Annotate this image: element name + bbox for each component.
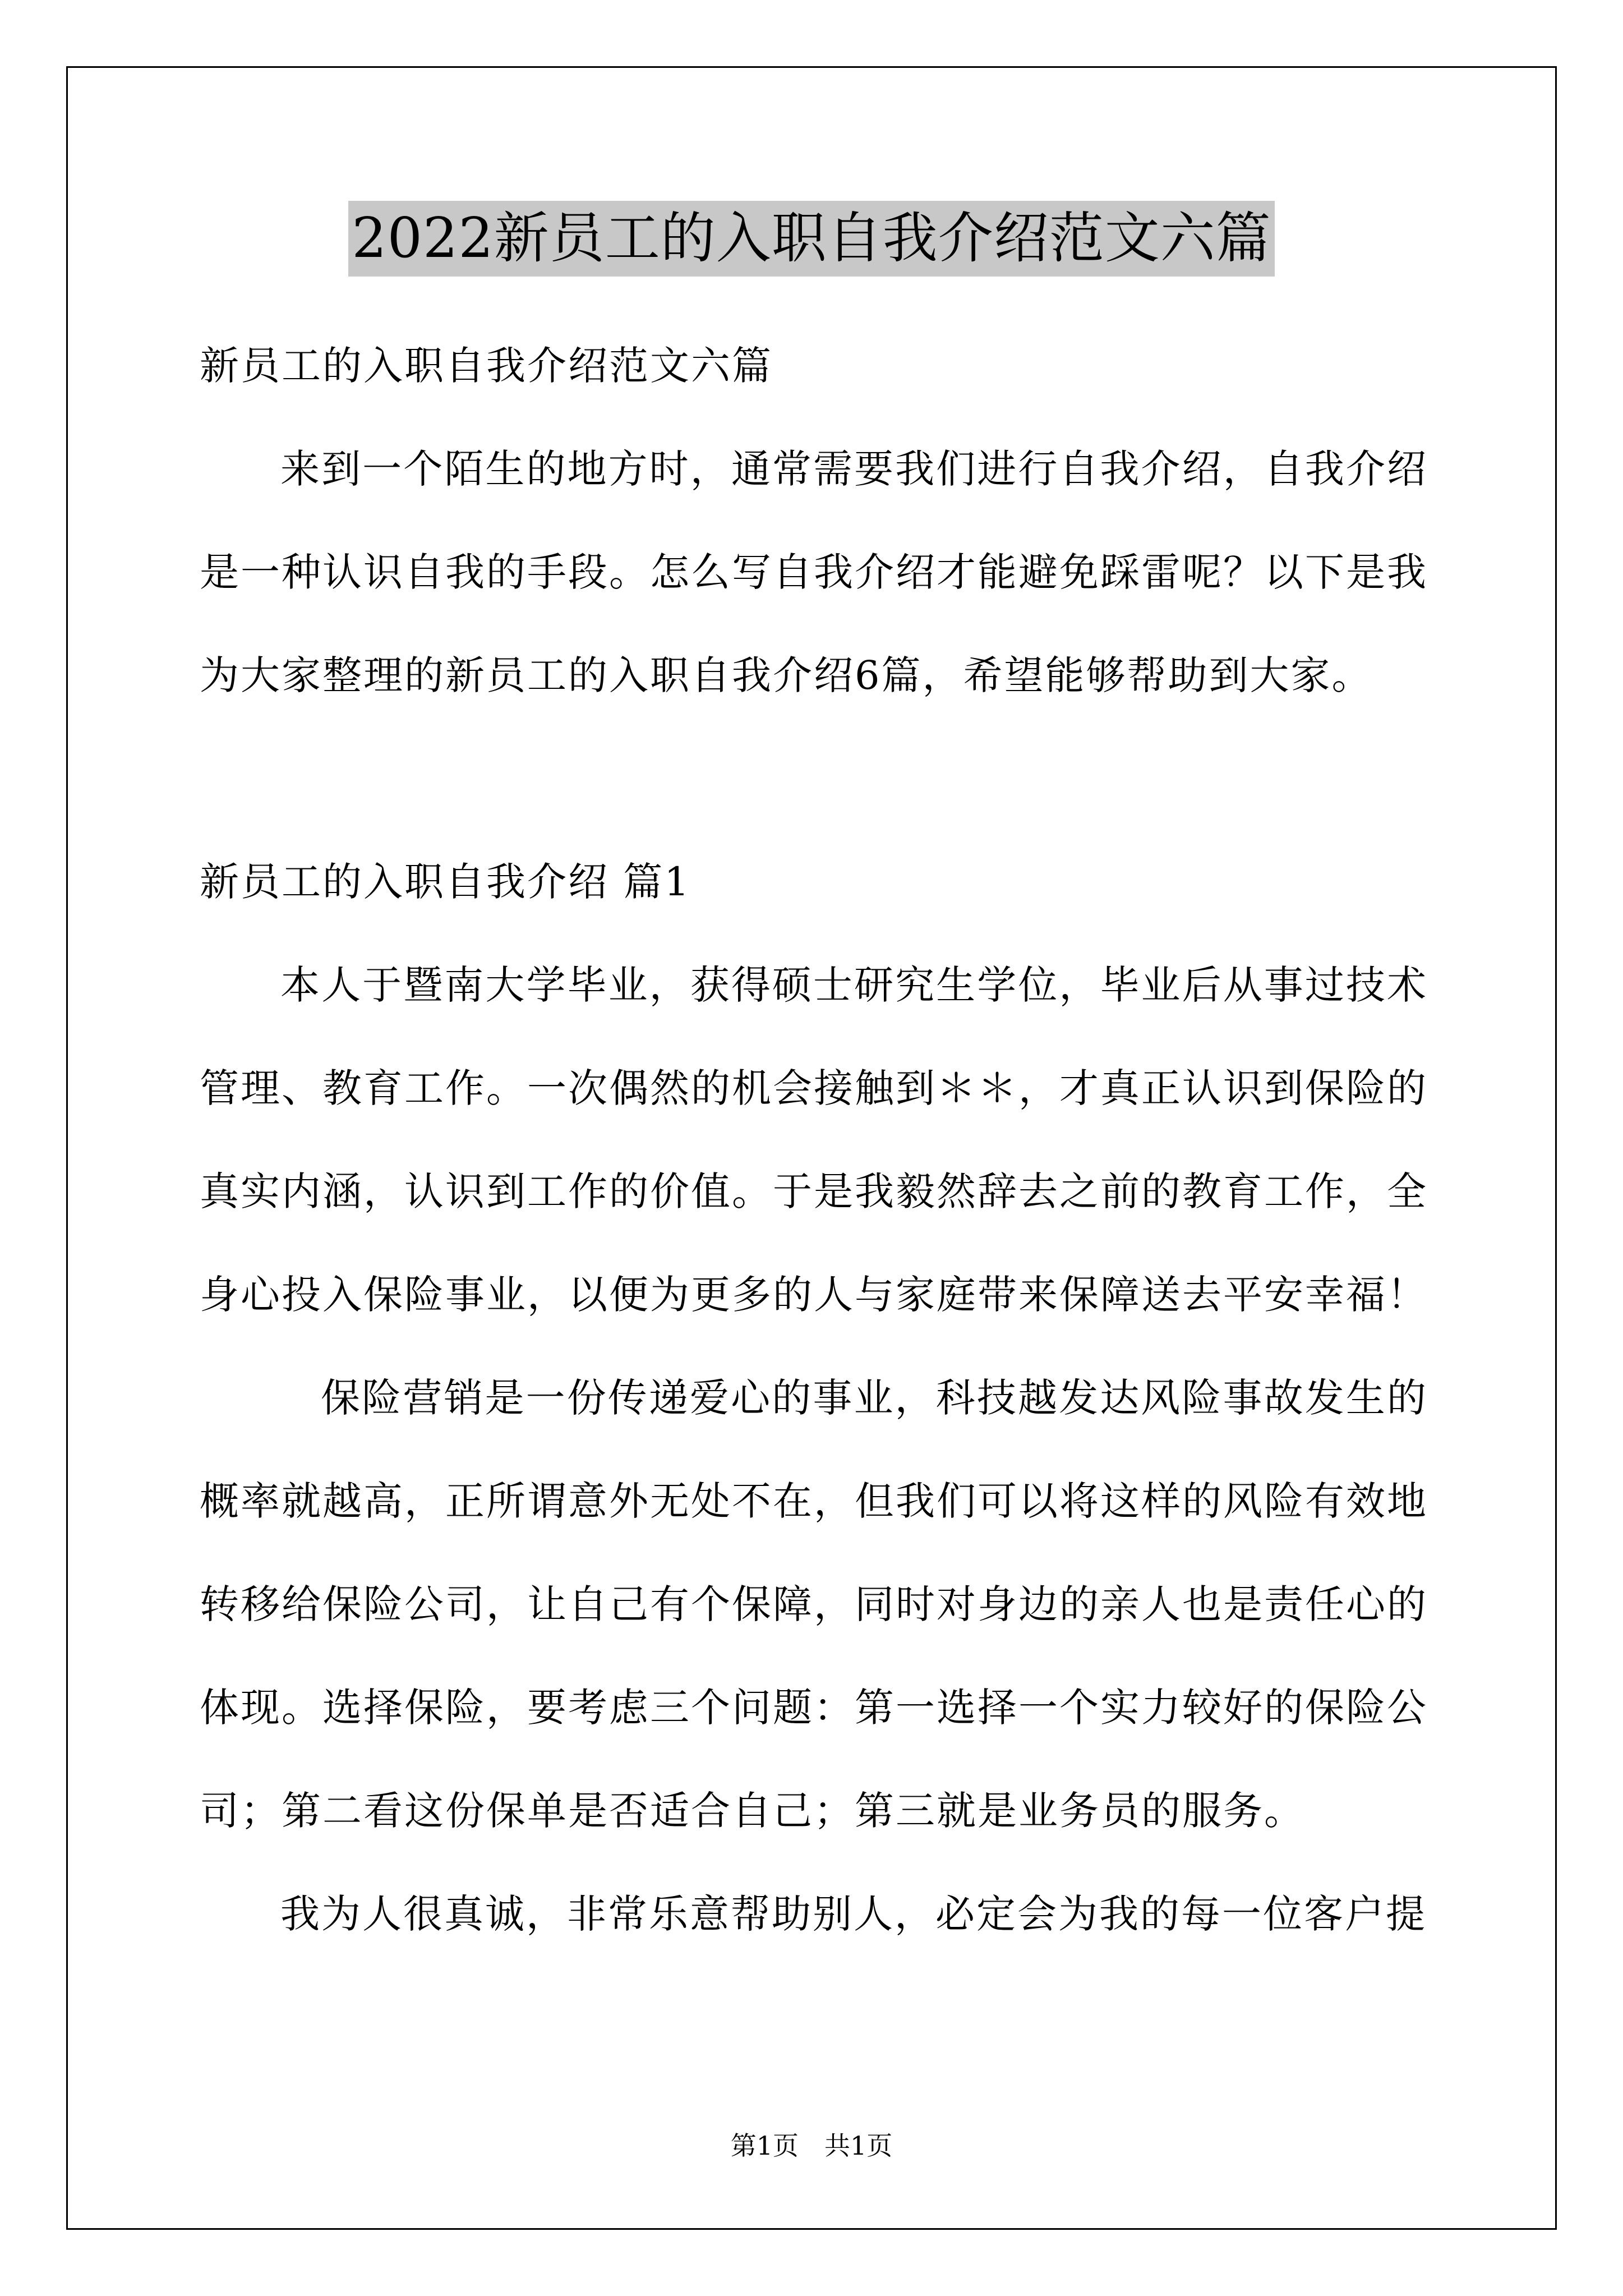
section-heading: 新员工的入职自我介绍 篇1 [200, 859, 691, 905]
body-paragraph: 本人于暨南大学毕业，获得硕士研究生学位，毕业后从事过技术管理、教育工作。一次偶然的机会接触到＊＊，才真正认识到保险的真实内涵，认识到工作的价值。于是我毅然辞去之前的教育工作，全身心投入保险事业，以便为更多的人与家庭带来保障送去平安幸福！ [200, 962, 1428, 1318]
body-paragraph: 保险营销是一份传递爱心的事业，科技越发达风险事故发生的概率就越高，正所谓意外无处不在，但我们可以将这样的风险有效地转移给保险公司，让自己有个保障，同时对身边的亲人也是责任心的体现。选择保险，要考虑三个问题：第一选择一个实力较好的保险公司；第二看这份保单是否适合自己；第三就是业务员的服务。 [200, 1375, 1428, 1834]
document-title: 2022新员工的入职自我介绍范文六篇 [348, 201, 1274, 277]
document-body [200, 314, 1428, 1966]
page-footer [0, 2129, 1623, 2162]
page-total: 共1页 [824, 2131, 893, 2161]
title-container [0, 201, 1623, 277]
blank-line [200, 727, 1428, 830]
intro-paragraph: 来到一个陌生的地方时，通常需要我们进行自我介绍，自我介绍是一种认识自我的手段。怎么写自我介绍才能避免踩雷呢？以下是我为大家整理的新员工的入职自我介绍6篇，希望能够帮助到大家。 [200, 446, 1428, 698]
body-paragraph: 我为人很真诚，非常乐意帮助别人，必定会为我的每一位客户提 [280, 1891, 1427, 1937]
page-number: 第1页 [730, 2131, 799, 2161]
document-subtitle: 新员工的入职自我介绍范文六篇 [200, 343, 773, 389]
